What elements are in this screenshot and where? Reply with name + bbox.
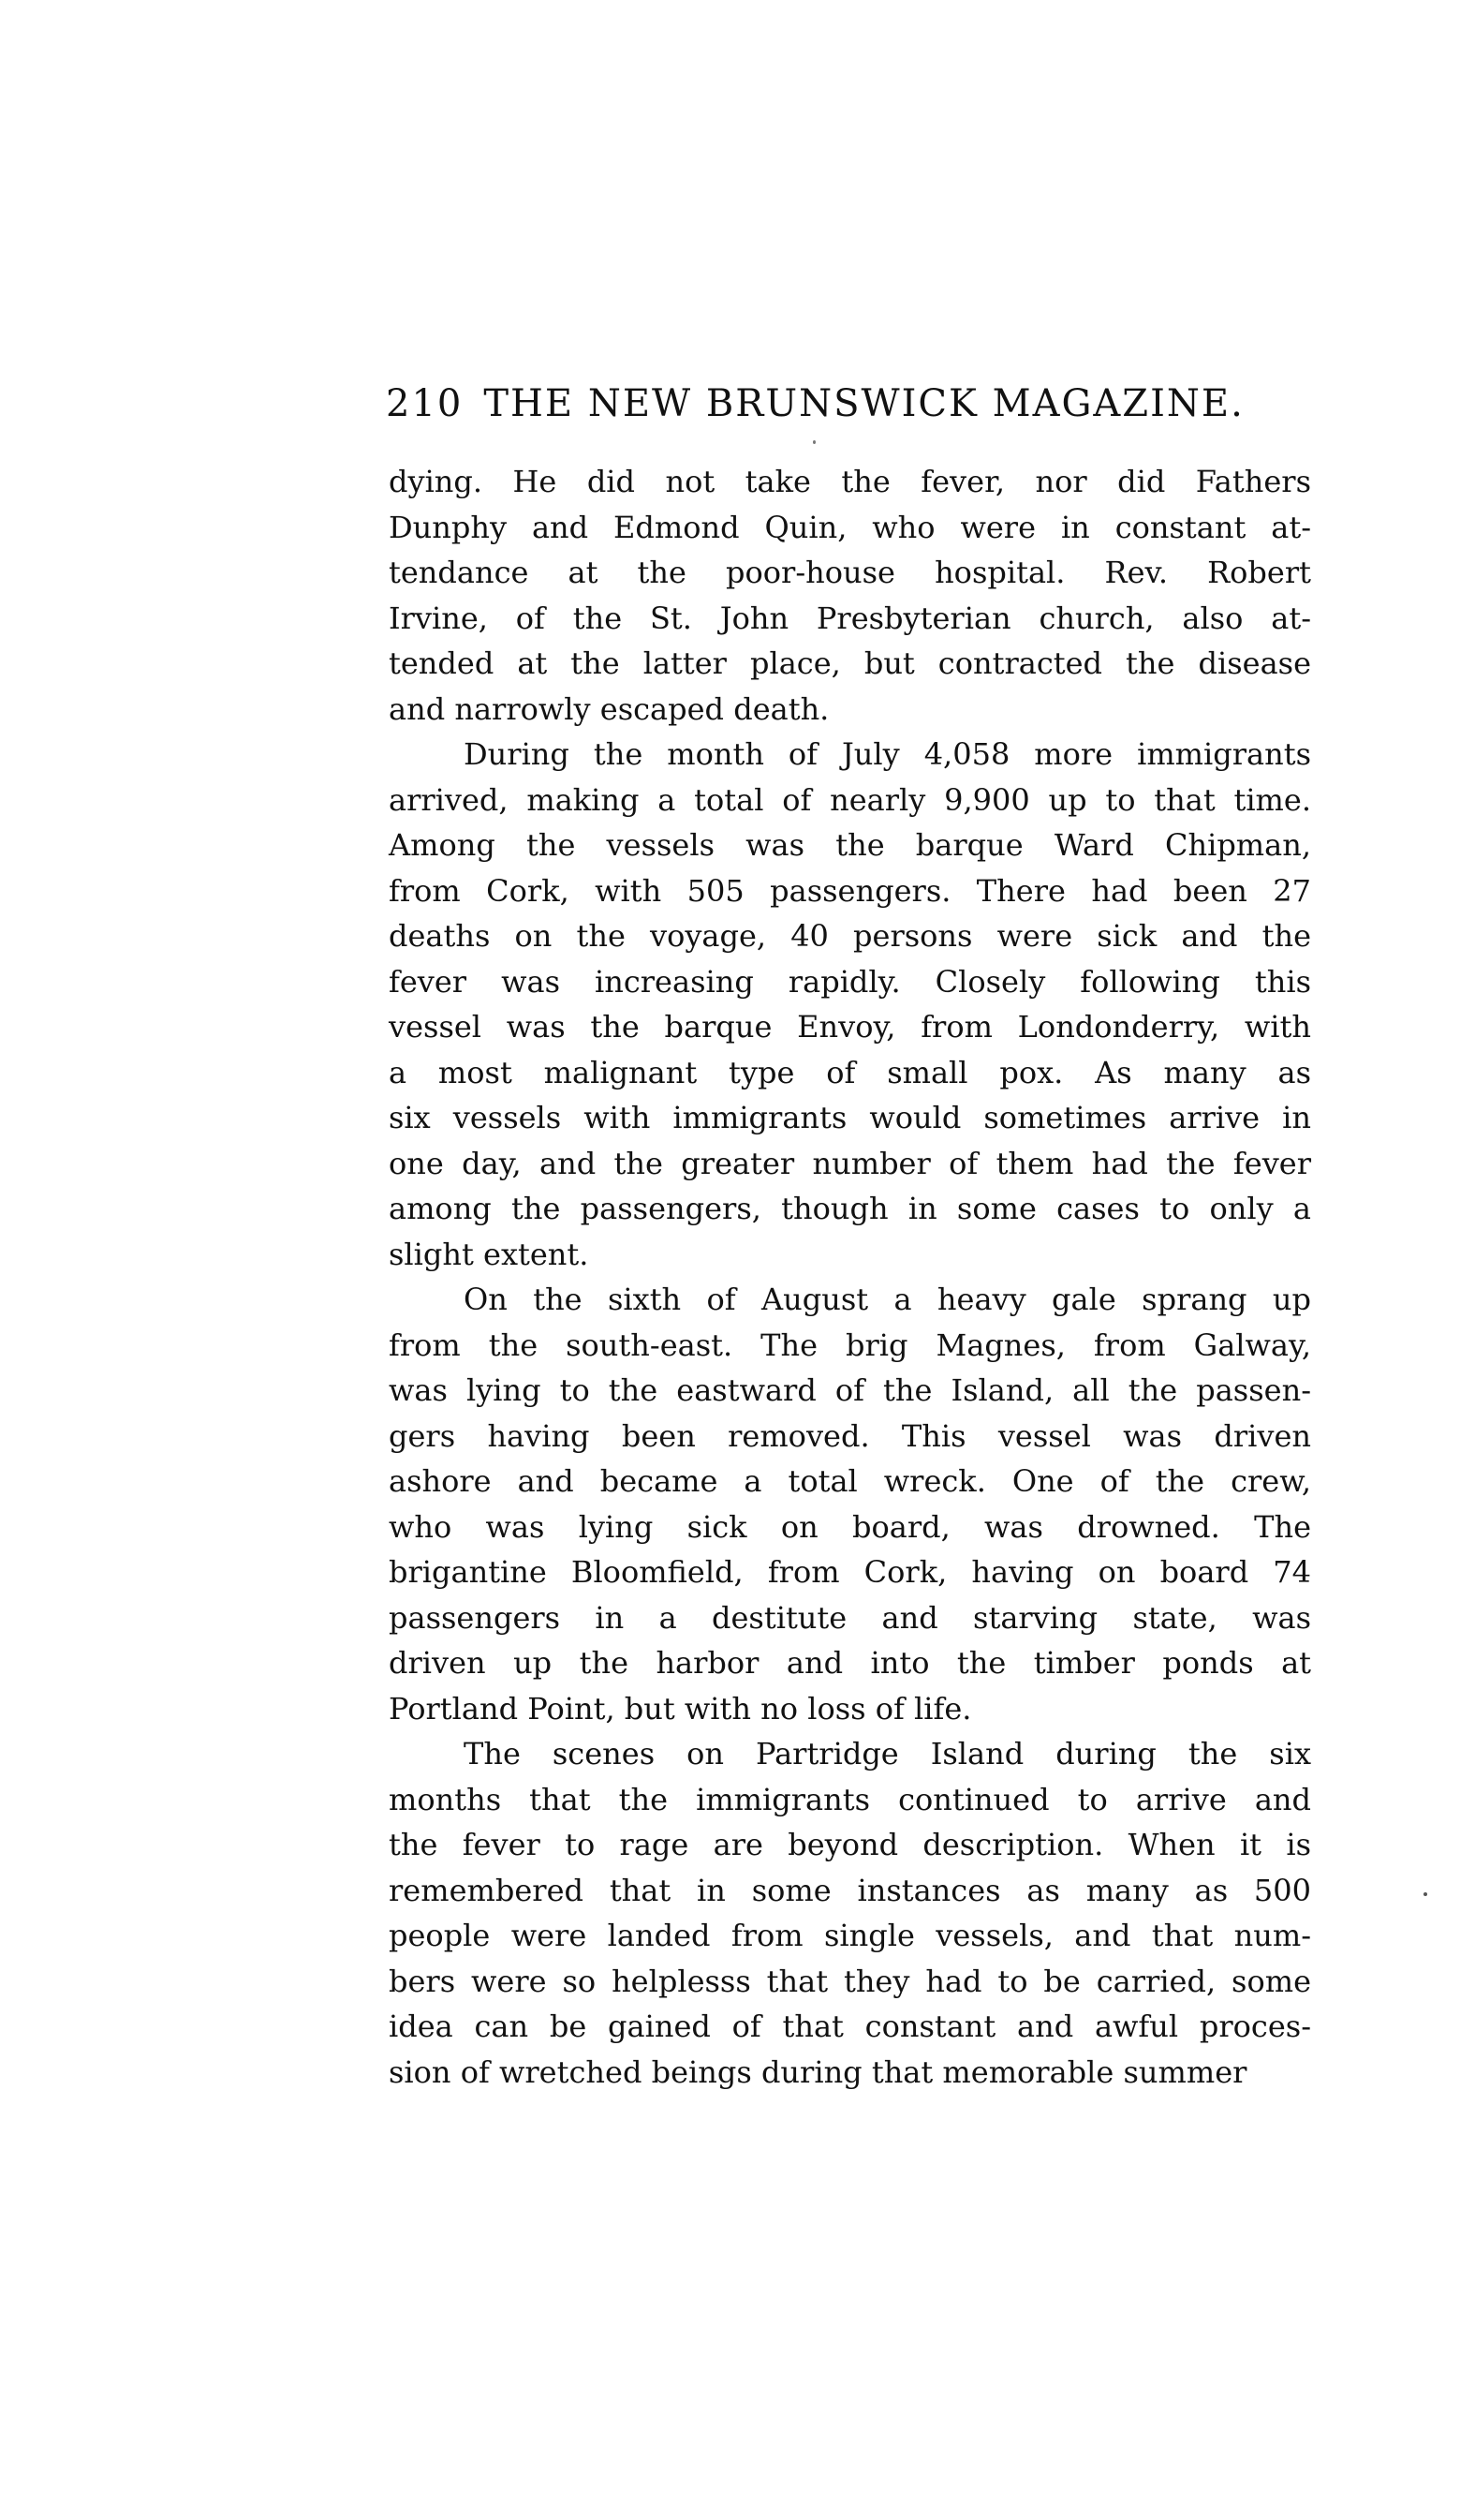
text-line: arrived, making a total of nearly 9,900 up to that time. [389,781,1311,818]
text-line: tended at the latter place, but contracted the disease [389,645,1311,681]
paragraph [389,1277,1311,1731]
text-line: vessel was the barque Envoy, from Londonderry, with [389,1009,1311,1045]
running-title: THE NEW BRUNSWICK MAGAZINE. [483,382,1245,425]
text-line: gers having been removed. This vessel was driven [389,1417,1311,1454]
text-line: On the sixth of August a heavy gale sprang up [464,1282,1311,1317]
print-speck [1423,1892,1427,1896]
text-line: During the month of July 4,058 more immigrants [464,736,1311,772]
text-line: fever was increasing rapidly. Closely following this [389,963,1311,1000]
text-line: remembered that in some instances as many as 500 [389,1872,1311,1908]
text-line: people were landed from single vessels, and that num- [389,1918,1311,1953]
text-line: from Cork, with 505 passengers. There had been 27 [389,872,1311,909]
text-line: Dunphy and Edmond Quin, who were in constant at- [389,509,1311,545]
text-line: Portland Point, but with no loss of life. [389,1690,972,1727]
text-line: and narrowly escaped death. [389,690,830,727]
text-line: Among the vessels was the barque Ward Chipman, [389,827,1311,863]
text-line: who was lying sick on board, was drowned. The [389,1508,1311,1545]
text-line: deaths on the voyage, 40 persons were sick and the [389,918,1311,954]
text-line: months that the immigrants continued to arrive and [389,1781,1311,1817]
paragraph [389,459,1311,732]
text-line: a most malignant type of small pox. As many as [389,1054,1311,1090]
running-header [386,382,1245,425]
text-line: brigantine Bloomfield, from Cork, having on board 74 [389,1554,1311,1590]
text-line: six vessels with immigrants would sometimes arrive in [389,1100,1311,1135]
text-line: bers were so helplesss that they had to be carried, some [389,1963,1311,1999]
text-line: The scenes on Partridge Island during the six [464,1736,1311,1771]
text-line: ashore and became a total wreck. One of the crew, [389,1463,1311,1499]
text-line: Irvine, of the St. John Presbyterian church, also at- [389,600,1311,636]
text-line: driven up the harbor and into the timber ponds at [389,1645,1311,1681]
text-line: passengers in a destitute and starving state, was [389,1599,1311,1636]
text-line: tendance at the poor-house hospital. Rev. Robert [389,555,1311,590]
text-line: the fever to rage are beyond description. When it is [389,1827,1311,1862]
paragraph [389,732,1311,1277]
text-line: idea can be gained of that constant and awful proces- [389,2009,1311,2044]
paragraph [389,1731,1311,2095]
text-line: sion of wretched beings during that memorable summer [389,2053,1247,2090]
text-line: among the passengers, though in some cases to only a [389,1191,1311,1226]
text-line: was lying to the eastward of the Island, all the passen- [389,1372,1311,1408]
text-line: one day, and the greater number of them had the fever [389,1145,1311,1181]
page-number: 210 [386,382,464,425]
print-speck [813,440,816,444]
body-text [389,459,1311,2095]
text-line: slight extent. [389,1236,589,1272]
text-line: dying. He did not take the fever, nor did Fathers [389,464,1311,499]
text-line: from the south-east. The brig Magnes, from Galway, [389,1327,1311,1363]
